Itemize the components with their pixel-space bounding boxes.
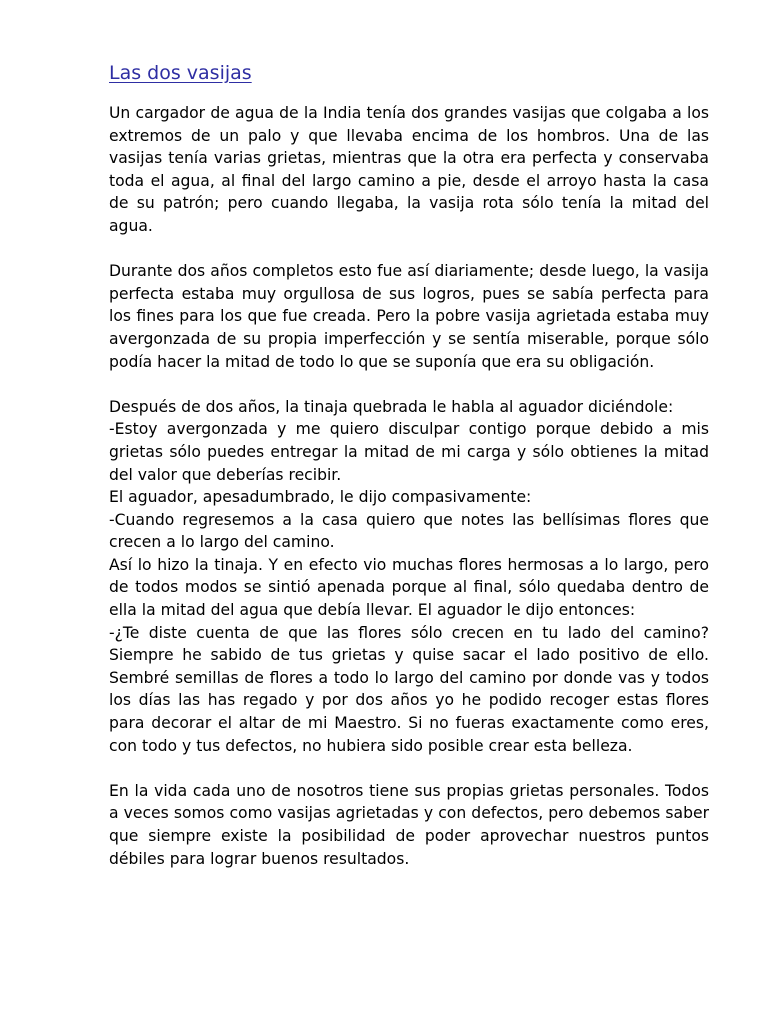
paragraph-text: Durante dos años completos esto fue así diariamente; desde luego, la vasija perfecta estaba muy orgullosa de sus logros, pues se sabía perfecta para los fines para los que fue creada. Pero la pobre vasija agrietada estaba muy avergonzada de su propia imperfección y se sentía miserable, porque sólo podía hacer la mitad de todo lo que se suponía que era su obligación. [109, 262, 709, 371]
paragraph-4 [109, 780, 709, 870]
dialogue-line-vasija: -Estoy avergonzada y me quiero disculpar contigo porque debido a mis grietas sólo puedes entregar la mitad de mi carga y sólo obtienes la mitad del valor que deberías recibir. [109, 420, 709, 484]
narration-line: Así lo hizo la tinaja. Y en efecto vio muchas flores hermosas a lo largo, pero de todos modos se sintió apenada porque al final, sólo quedaba dentro de ella la mitad del agua que debía llevar. El aguador le dijo entonces: [109, 555, 709, 620]
dialogue-line-aguador-final: -¿Te diste cuenta de que las flores sólo crecen en tu lado del camino? Siempre he sabido de tus grietas y quise sacar el lado positivo de ello. Sembré semillas de flores a todo lo largo del camino por donde vas y todos los días las has regado y por dos años yo he podido recoger estas flores para decorar el altar de mi Maestro. Si no fueras exactamente como eres, con todo y tus defectos, no hubiera sido posible crear esta belleza. [109, 623, 709, 755]
paragraph-text: Un cargador de agua de la India tenía dos grandes vasijas que colgaba a los extremos de un palo y que llevaba encima de los hombros. Una de las vasijas tenía varias grietas, mientras que la otra era perfecta y conservaba toda el agua, al final del largo camino a pie, desde el arroyo hasta la casa de su patrón; pero cuando llegaba, la vasija rota sólo tenía la mitad del agua. [109, 104, 709, 235]
dialogue-line-aguador: -Cuando regresemos a la casa quiero que notes las bellísimas flores que crecen a lo largo del camino. [109, 510, 709, 552]
paragraph-3 [109, 396, 709, 758]
dialogue-line-intro: Después de dos años, la tinaja quebrada le habla al aguador diciéndole: [109, 397, 674, 416]
document-page [109, 60, 709, 893]
dialogue-line-aguador-intro: El aguador, apesadumbrado, le dijo compasivamente: [109, 488, 532, 507]
paragraph-2 [109, 260, 709, 373]
document-title: Las dos vasijas [109, 62, 252, 84]
paragraph-text: En la vida cada uno de nosotros tiene sus propias grietas personales. Todos a veces somos como vasijas agrietadas y con defectos, pero debemos saber que siempre existe la posibilidad de poder aprovechar nuestros puntos débiles para lograr buenos resultados. [109, 781, 709, 868]
paragraph-1 [109, 102, 709, 238]
